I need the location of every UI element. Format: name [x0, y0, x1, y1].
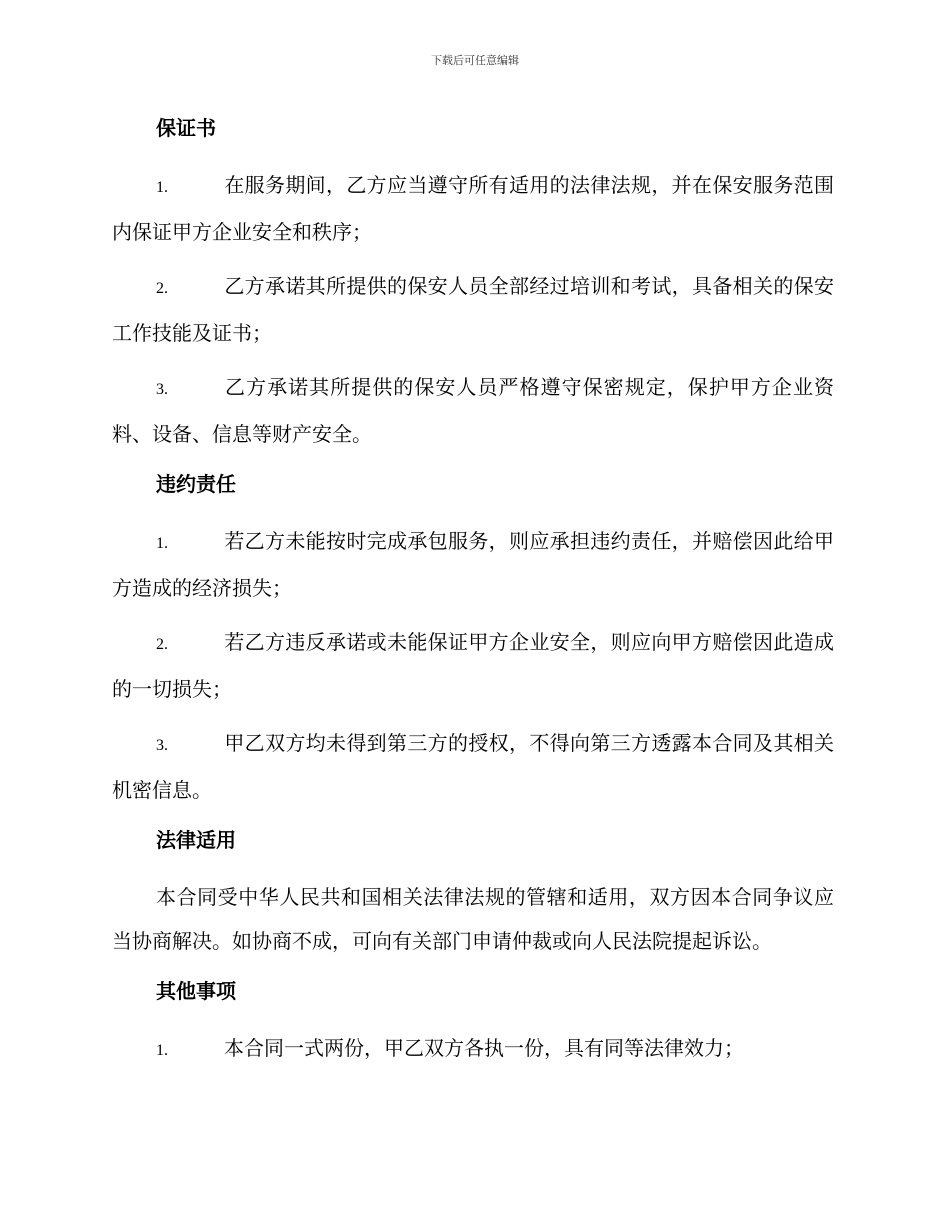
item-number: 3.: [156, 381, 168, 398]
list-item: [112, 163, 834, 254]
section-other-matters: [112, 973, 834, 1073]
item-text: 若乙方未能按时完成承包服务，则应承担违约责任，并赔偿因此给甲方造成的经济损失；: [112, 529, 834, 600]
section-guarantee: [112, 110, 834, 456]
section-liability: [112, 466, 834, 812]
item-number: 1.: [156, 179, 168, 196]
item-text: 甲乙双方均未得到第三方的授权，不得向第三方透露本合同及其相关机密信息。: [112, 731, 834, 802]
section-title: 法律适用: [156, 828, 236, 852]
item-number: 1.: [156, 535, 168, 552]
section-title: 保证书: [156, 116, 216, 140]
item-text: 乙方承诺其所提供的保安人员严格遵守保密规定，保护甲方企业资料、设备、信息等财产安全。: [112, 375, 834, 446]
document-body: [112, 110, 834, 1083]
list-item: [112, 1026, 834, 1073]
list-item: [112, 519, 834, 610]
paragraph: 本合同受中华人民共和国相关法律法规的管辖和适用，双方因本合同争议应当协商解决。如协商不成，可向有关部门申请仲裁或向人民法院提起诉讼。: [112, 885, 834, 953]
section-governing-law: [112, 822, 834, 963]
item-text: 若乙方违反承诺或未能保证甲方企业安全，则应向甲方赔偿因此造成的一切损失；: [112, 630, 834, 701]
item-text: 在服务期间，乙方应当遵守所有适用的法律法规，并在保安服务范围内保证甲方企业安全和秩序；: [112, 173, 834, 244]
list-item: [112, 620, 834, 711]
item-number: 1.: [156, 1042, 168, 1059]
section-title: 其他事项: [156, 979, 236, 1003]
list-item: [112, 264, 834, 355]
item-number: 2.: [156, 636, 168, 653]
item-number: 3.: [156, 737, 168, 754]
section-title: 违约责任: [156, 472, 236, 496]
list-item: [112, 365, 834, 456]
item-number: 2.: [156, 280, 168, 297]
list-item: [112, 721, 834, 812]
page-header-note: 下载后可任意编辑: [431, 54, 519, 67]
item-text: 乙方承诺其所提供的保安人员全部经过培训和考试，具备相关的保安工作技能及证书；: [112, 274, 834, 345]
item-text: 本合同一式两份，甲乙双方各执一份，具有同等法律效力；: [224, 1036, 744, 1060]
